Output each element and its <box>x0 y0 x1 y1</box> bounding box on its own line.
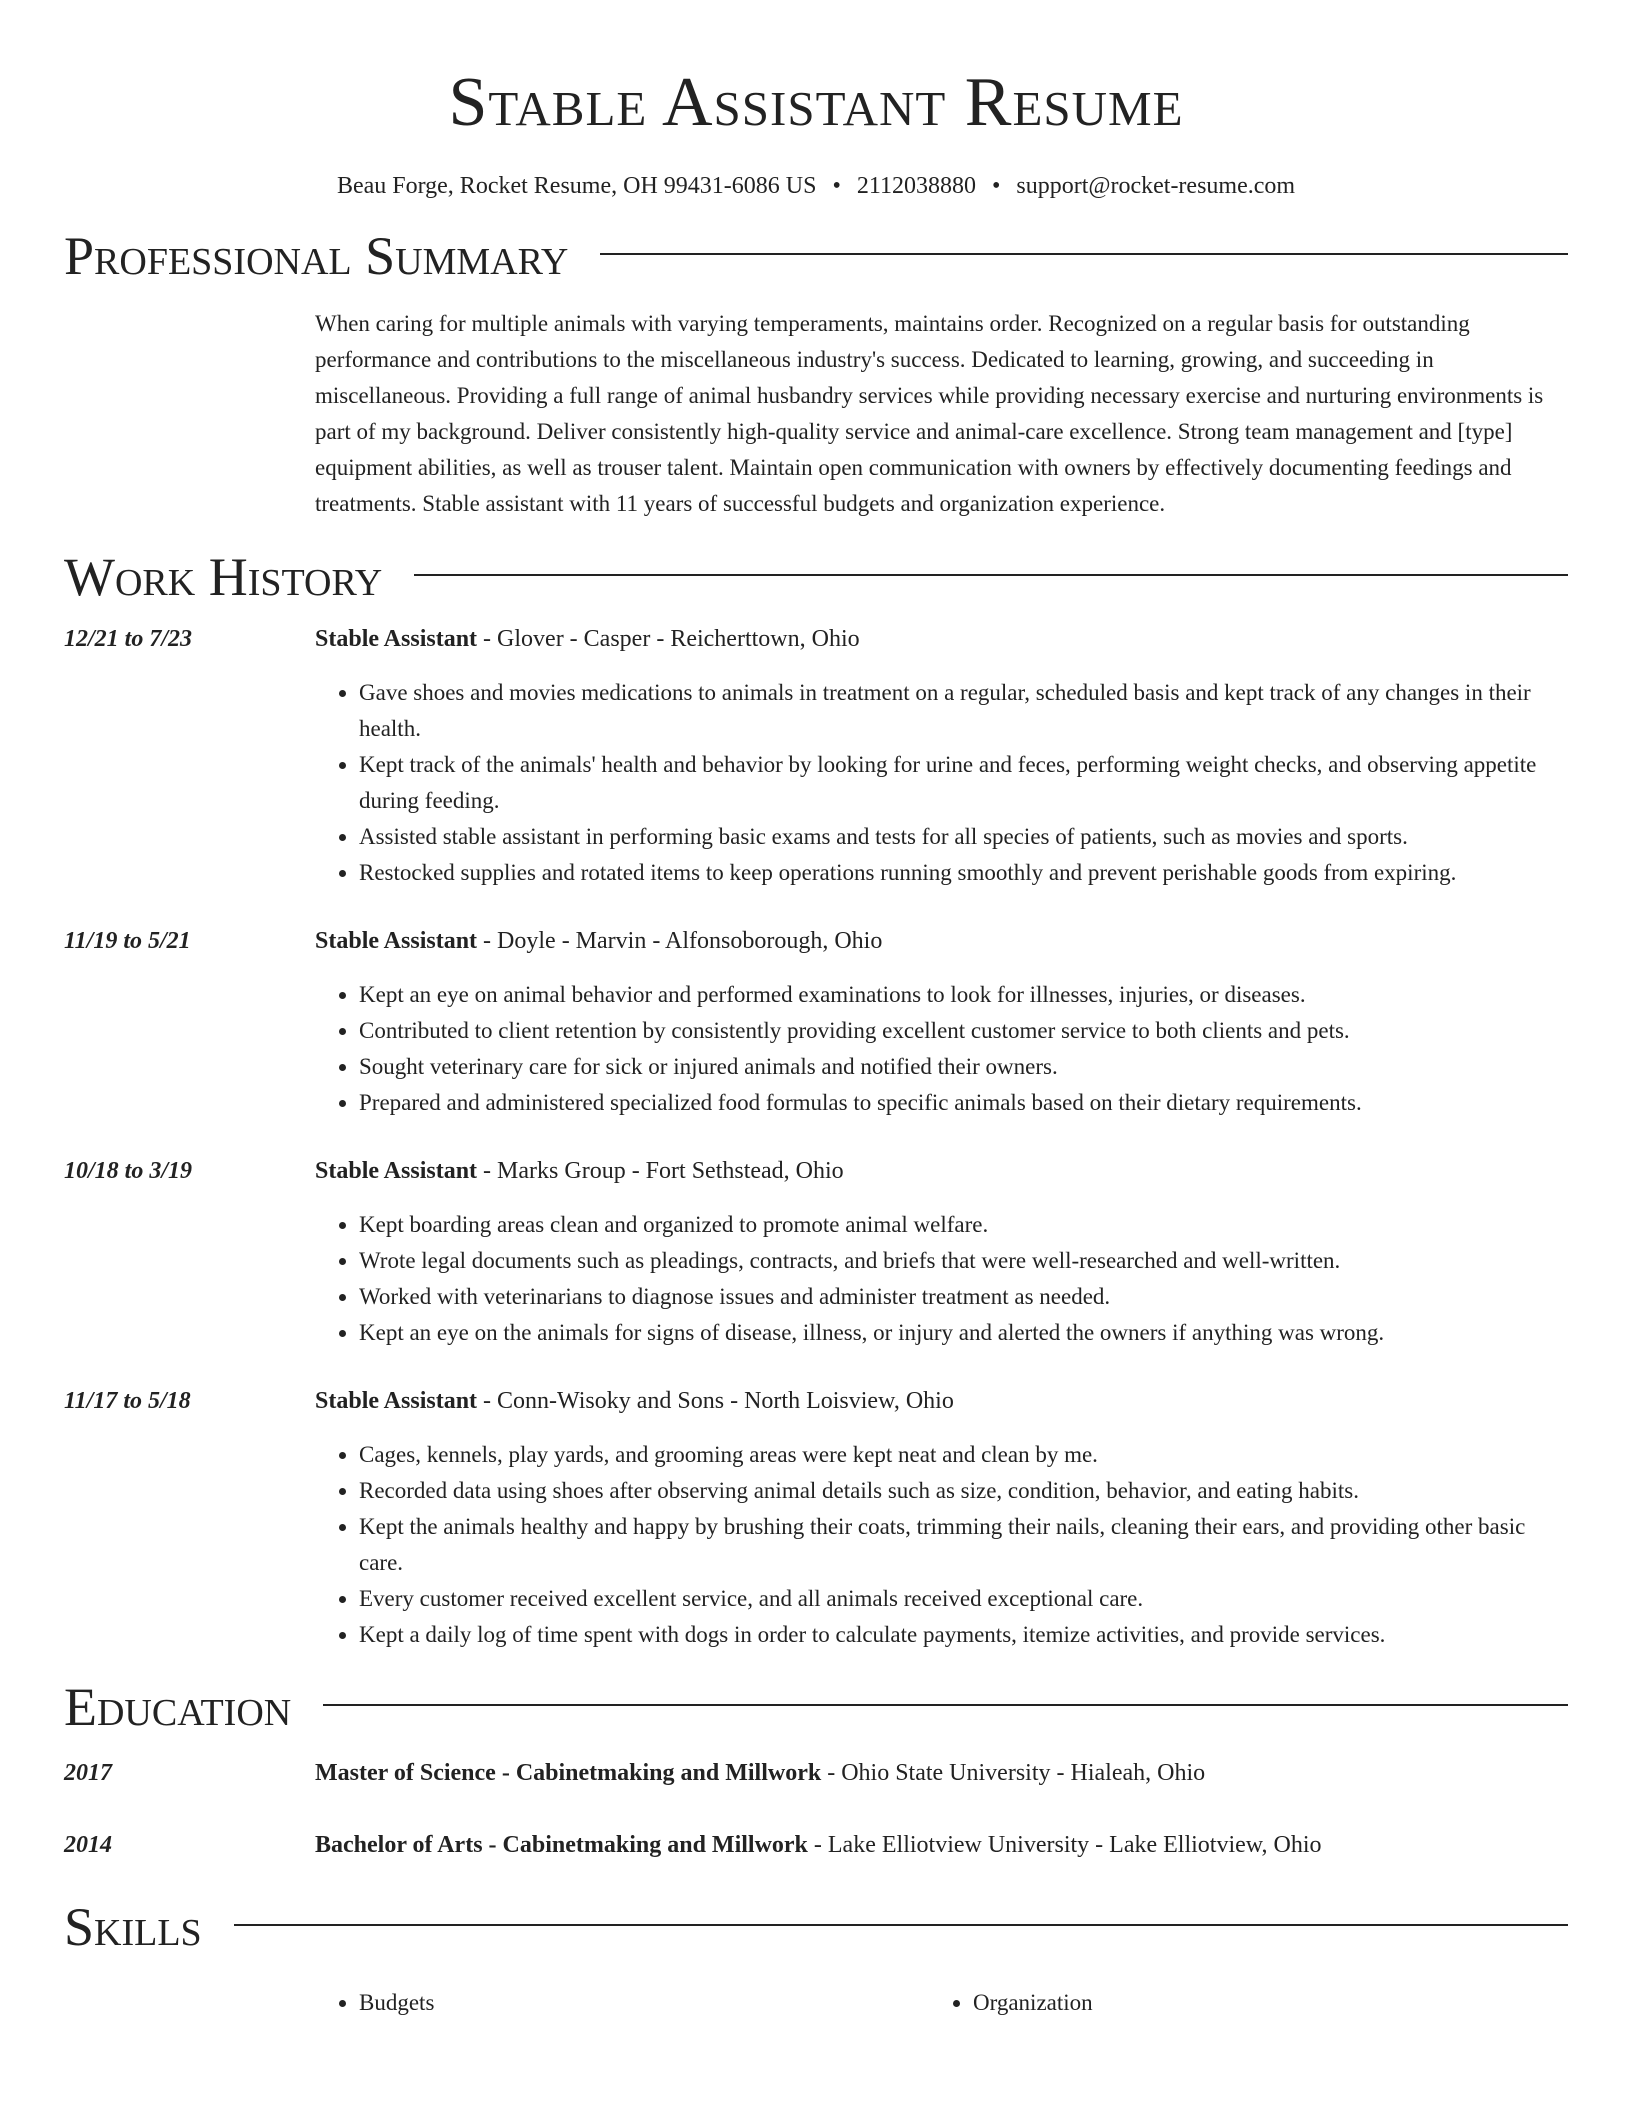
job-bullet: • Kept the animals healthy and happy by brushing their coats, trimming their nails, cleaning their ears, and providing other basic care. <box>359 1509 1568 1581</box>
education-school: - Lake Elliotview University - Lake Elliotview, Ohio <box>807 1832 1322 1858</box>
work-history-heading: Work History <box>64 547 383 607</box>
job-bullets <box>315 1207 1568 1351</box>
education-degree: Master of Science - Cabinetmaking and Millwork <box>315 1760 822 1786</box>
job-bullet: • Kept boarding areas clean and organized to promote animal welfare. <box>359 1207 1568 1243</box>
contact-address: Beau Forge, Rocket Resume, OH 99431-6086 US <box>336 173 817 199</box>
job-bullets <box>315 977 1568 1121</box>
job-bullet: • Kept an eye on animal behavior and performed examinations to look for illnesses, injuries, or diseases. <box>359 977 1568 1013</box>
job-bullet: • Wrote legal documents such as pleadings, contracts, and briefs that were well-researched and well-written. <box>359 1243 1568 1279</box>
skill-item: • Organization <box>973 1985 1543 2021</box>
education-school: - Ohio State University - Hialeah, Ohio <box>821 1760 1206 1786</box>
job-entry <box>64 1153 1568 1351</box>
job-entry <box>64 1383 1568 1653</box>
summary-heading: Professional Summary <box>64 226 569 286</box>
job-role: Stable Assistant <box>315 626 478 652</box>
job-bullet: • Contributed to client retention by consistently providing excellent customer service to both clients and pets. <box>359 1013 1568 1049</box>
job-bullet: • Sought veterinary care for sick or injured animals and notified their owners. <box>359 1049 1568 1085</box>
resume-page <box>64 0 1568 2021</box>
job-dates: 11/17 to 5/18 <box>64 1388 191 1414</box>
summary-text: When caring for multiple animals with varying temperaments, maintains order. Recognized on a regular basis for outstanding performance and contributions to the miscellaneous industry's success. Dedicated to learning, growing, and succeeding in miscellaneous. Providing a full range of animal husbandry services while providing necessary exercise and nurturing environments is part of my background. Deliver consistently high-quality service and animal-care excellence. Strong team management and [type] equipment abilities, as well as trouser talent. Maintain open communication with owners by effectively documenting feedings and treatments. Stable assistant with 11 years of successful budgets and organization experience. <box>315 311 1544 516</box>
job-bullet: • Kept a daily log of time spent with dogs in order to calculate payments, itemize activities, and provide services. <box>359 1617 1568 1653</box>
job-role: Stable Assistant <box>315 1388 478 1414</box>
job-role: Stable Assistant <box>315 928 478 954</box>
job-heading <box>315 1153 1568 1189</box>
education-year: 2017 <box>64 1760 112 1786</box>
job-entry <box>64 923 1568 1121</box>
job-bullet: • Prepared and administered specialized food formulas to specific animals based on their dietary requirements. <box>359 1085 1568 1121</box>
separator-dot: • <box>991 173 1001 199</box>
job-employer: - Marks Group - Fort Sethstead, Ohio <box>477 1158 844 1184</box>
job-heading <box>315 923 1568 959</box>
job-bullet: • Assisted stable assistant in performing basic exams and tests for all species of patients, such as movies and sports. <box>359 819 1568 855</box>
contact-line <box>64 170 1568 202</box>
separator-dot: • <box>832 173 841 199</box>
contact-phone: 2112038880 <box>856 173 976 199</box>
job-entry <box>64 621 1568 891</box>
job-employer: - Doyle - Marvin - Alfonsoborough, Ohio <box>477 928 883 954</box>
education-heading: Education <box>64 1677 292 1737</box>
job-bullet: • Kept an eye on the animals for signs of disease, illness, or injury and alerted the owners if anything was wrong. <box>359 1315 1568 1351</box>
job-bullets <box>315 675 1568 891</box>
job-bullet: • Cages, kennels, play yards, and grooming areas were kept neat and clean by me. <box>359 1437 1568 1473</box>
education-year: 2014 <box>64 1832 112 1858</box>
job-dates: 10/18 to 3/19 <box>64 1158 193 1184</box>
job-bullet: • Worked with veterinarians to diagnose issues and administer treatment as needed. <box>359 1279 1568 1315</box>
skills-heading: Skills <box>64 1897 202 1957</box>
job-heading <box>315 1383 1568 1419</box>
contact-email: support@rocket-resume.com <box>1016 173 1296 199</box>
resume-title: Stable Assistant Resume <box>448 64 1184 141</box>
education-section-header <box>64 1675 1568 1739</box>
education-entry <box>64 1827 1568 1863</box>
section-divider <box>323 1704 1568 1706</box>
job-bullet: • Gave shoes and movies medications to animals in treatment on a regular, scheduled basis and kept track of any changes in their health. <box>359 675 1568 747</box>
job-bullet: • Every customer received excellent service, and all animals received exceptional care. <box>359 1581 1568 1617</box>
summary-section-header <box>64 224 1568 288</box>
section-divider <box>414 574 1568 576</box>
job-employer: - Glover - Casper - Reicherttown, Ohio <box>477 626 860 652</box>
skill-item: • Budgets <box>359 1985 929 2021</box>
job-bullet: • Kept track of the animals' health and behavior by looking for urine and feces, performing weight checks, and observing appetite during feeding. <box>359 747 1568 819</box>
job-bullets <box>315 1437 1568 1653</box>
job-employer: - Conn-Wisoky and Sons - North Loisview, Ohio <box>477 1388 954 1414</box>
skills-column <box>929 1985 1543 2021</box>
job-role: Stable Assistant <box>315 1158 478 1184</box>
skills-list <box>315 1985 1568 2021</box>
job-dates: 11/19 to 5/21 <box>64 928 191 954</box>
section-divider <box>600 253 1568 255</box>
job-bullet: • Recorded data using shoes after observing animal details such as size, condition, behavior, and eating habits. <box>359 1473 1568 1509</box>
job-bullet: • Restocked supplies and rotated items to keep operations running smoothly and prevent perishable goods from expiring. <box>359 855 1568 891</box>
skills-section-header <box>64 1895 1568 1959</box>
work-history-section-header <box>64 545 1568 609</box>
education-entry <box>64 1755 1568 1791</box>
education-degree: Bachelor of Arts - Cabinetmaking and Millwork <box>315 1832 808 1858</box>
section-divider <box>234 1924 1568 1926</box>
job-heading <box>315 621 1568 657</box>
skills-column <box>315 1985 929 2021</box>
job-dates: 12/21 to 7/23 <box>64 626 193 652</box>
